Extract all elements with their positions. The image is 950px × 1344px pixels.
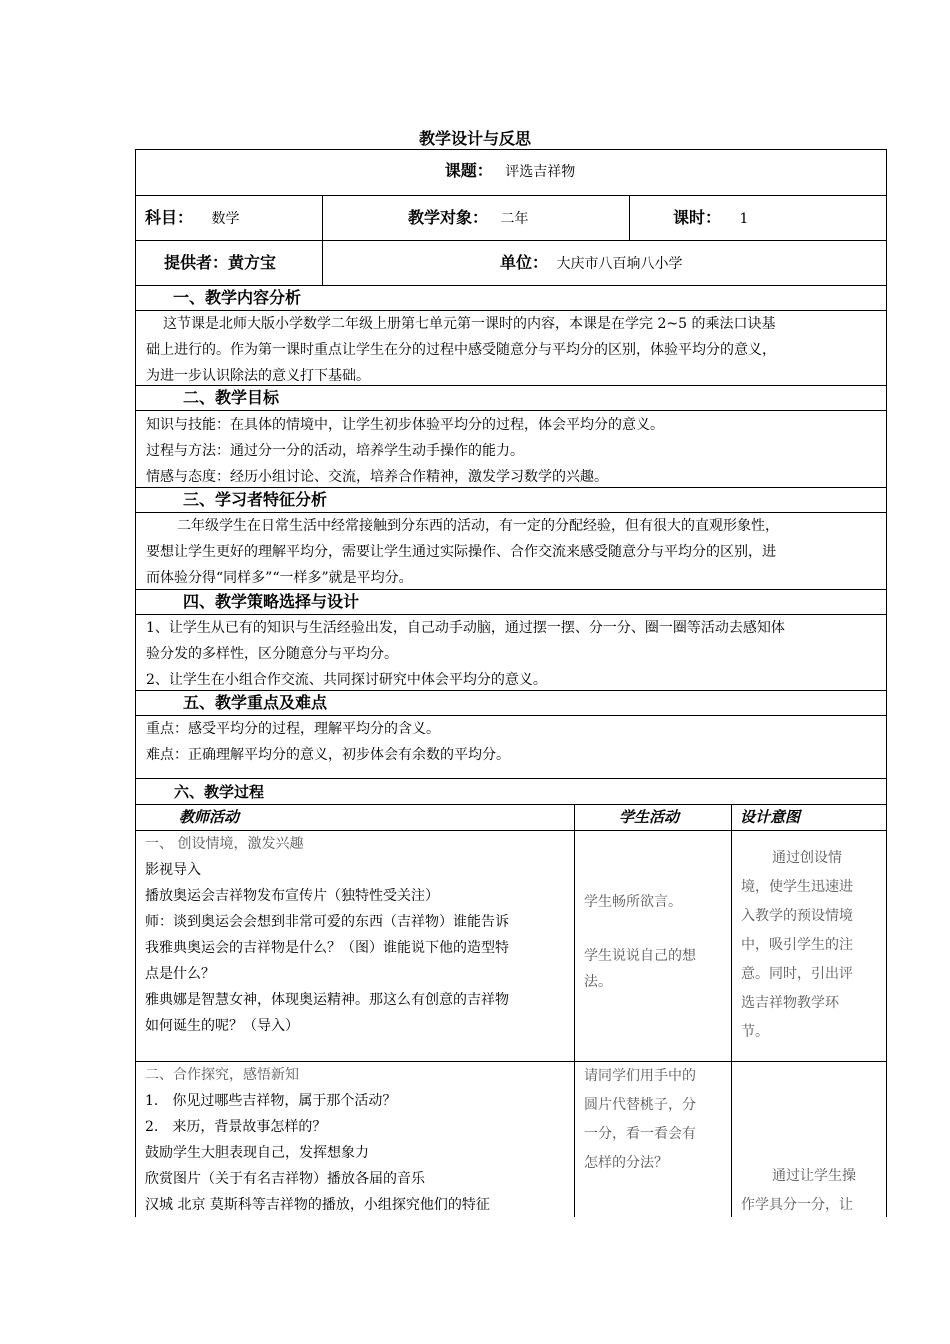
text-line: 选吉祥物教学环 [741,995,839,1011]
subject-value: 数学 [211,211,240,227]
text-line: 这节课是北师大版小学数学二年级上册第七单元第一课时的内容，本课是在学完 2~5 的乘法口诀基 [163,316,776,332]
row-divider [135,804,887,805]
column-divider [731,804,732,1217]
teaching-goals-text [146,412,882,490]
keypoints-text [146,716,882,768]
activity-step-title: 一、 创设情境，激发兴趣 [145,836,304,852]
text-line: 入教学的预设情境 [741,908,853,924]
text-line: 学生畅所欲言。 [584,894,682,910]
text-line: 意。同时，引出评 [741,966,853,982]
text-line: 怎样的分法？ [584,1155,668,1171]
text-line: 鼓励学生大胆表现自己，发挥想象力 [145,1145,369,1161]
text-line: 师：谈到奥运会会想到非常可爱的东西（吉祥物）谁能告诉 [145,914,509,930]
text-line: 汉城 北京 莫斯科等吉祥物的播放，小组探究他们的特征 [145,1197,490,1213]
text-line: 一分，看一看会有 [584,1126,696,1142]
section-heading-keypoints: 五、教学重点及难点 [183,693,328,712]
teacher-activity-cell [145,1062,573,1218]
audience-label: 教学对象： [408,208,489,227]
column-header-teacher: 教师活动 [179,808,240,826]
student-activity-cell [584,889,730,995]
text-line: 法。 [584,974,612,990]
row-divider [135,410,887,411]
text-line: 难点：正确理解平均分的意义，初步体会有余数的平均分。 [146,747,510,763]
unit-label: 单位： [500,253,549,272]
text-line: 要想让学生更好的理解平均分，需要让学生通过实际操作、合作交流来感受随意分与平均分的区别，进 [146,544,776,560]
row-divider [135,195,887,196]
student-activity-cell [584,1062,730,1178]
unit-cell [500,250,682,277]
section-heading-strategy: 四、教学策略选择与设计 [183,592,360,611]
document-title: 教学设计与反思 [418,129,531,148]
column-divider [322,195,323,285]
section-heading-learners: 三、学习者特征分析 [183,490,328,509]
learner-analysis-text [146,513,882,591]
section-heading-goals: 二、教学目标 [183,388,280,407]
design-intent-cell [741,1162,885,1220]
column-divider [629,195,630,240]
text-line: 2、让学生在小组合作交流、共同探讨研究中体会平均分的意义。 [146,672,547,688]
text-line: 通过创设情 [772,850,842,866]
text-line: 点是什么？ [145,966,215,982]
text-line: 请同学们用手中的 [584,1068,696,1084]
text-line: 二年级学生在日常生活中经常接触到分东西的活动，有一定的分配经验，但有很大的直观形象性， [177,518,779,534]
design-intent-cell [741,844,885,1047]
text-line: 为进一步认识除法的意义打下基础。 [146,368,370,384]
text-line: 影视导入 [145,862,201,878]
periods-cell [673,205,748,232]
row-divider [135,240,887,241]
text-line: 如何诞生的呢？（导入） [145,1018,299,1034]
text-line: 雅典娜是智慧女神，体现奥运精神。那这么有创意的吉祥物 [145,992,509,1008]
column-header-student: 学生活动 [619,808,680,826]
column-divider [574,804,575,1217]
text-line: 境，使学生迅速进 [741,879,853,895]
row-divider [135,778,887,779]
text-line: 通过让学生操 [772,1168,856,1184]
unit-value: 大庆市八百垧八小学 [556,256,683,272]
subject-cell [145,205,239,232]
text-line: 重点：感受平均分的过程，理解平均分的含义。 [146,721,440,737]
provider-label: 提供者：黄方宝 [164,253,277,272]
row-divider [135,285,887,286]
text-line: 中，吸引学生的注 [741,937,853,953]
audience-cell [408,205,528,232]
text-line: 2. 来历，背景故事怎样的？ [145,1119,327,1135]
audience-value: 二年 [500,211,529,227]
text-line: 验分发的多样性，区分随意分与平均分。 [146,646,398,662]
text-line: 情感与态度：经历小组讨论、交流，培养合作精神，激发学习数学的兴趣。 [146,469,608,485]
text-line: 过程与方法：通过分一分的活动，培养学生动手操作的能力。 [146,443,524,459]
text-line: 学生说说自己的想 [584,948,696,964]
teacher-activity-cell [145,831,573,1039]
periods-label: 课时： [673,208,722,227]
text-line: 而体验分得“同样多”“一样多”就是平均分。 [146,570,413,586]
periods-value: 1 [739,211,749,227]
strategy-text [146,615,882,693]
text-line: 知识与技能：在具体的情境中，让学生初步体验平均分的过程，体会平均分的意义。 [146,417,664,433]
text-line: 1. 你见过哪些吉祥物，属于那个活动？ [145,1093,397,1109]
lesson-label: 课题： [444,161,493,180]
text-line: 节。 [741,1024,769,1040]
lesson-value: 评选吉祥物 [505,164,576,180]
activity-step-title: 二、合作探究，感悟新知 [145,1067,299,1083]
text-line: 我雅典奥运会的吉祥物是什么？（图）谁能说下他的造型特 [145,940,509,956]
lesson-row [0,158,950,185]
text-line: 作学具分一分，让 [741,1197,853,1213]
content-analysis-text [146,311,882,389]
section-heading-process: 六、教学过程 [174,783,265,801]
text-line: 欣赏图片（关于有名吉祥物）播放各届的音乐 [145,1171,425,1187]
column-header-intent: 设计意图 [740,808,801,826]
provider-cell [164,250,276,277]
text-line: 1、让学生从已有的知识与生活经验出发，自己动手动脑，通过摆一摆、分一分、圈一圈等活动去感知体 [146,620,785,636]
text-line: 播放奥运会吉祥物发布宣传片（独特性受关注） [145,888,439,904]
text-line: 圆片代替桃子，分 [584,1097,696,1113]
subject-label: 科目： [145,208,194,227]
text-line: 础上进行的。作为第一课时重点让学生在分的过程中感受随意分与平均分的区别，体验平均分的意义， [146,342,776,358]
section-heading-content: 一、教学内容分析 [173,288,302,307]
